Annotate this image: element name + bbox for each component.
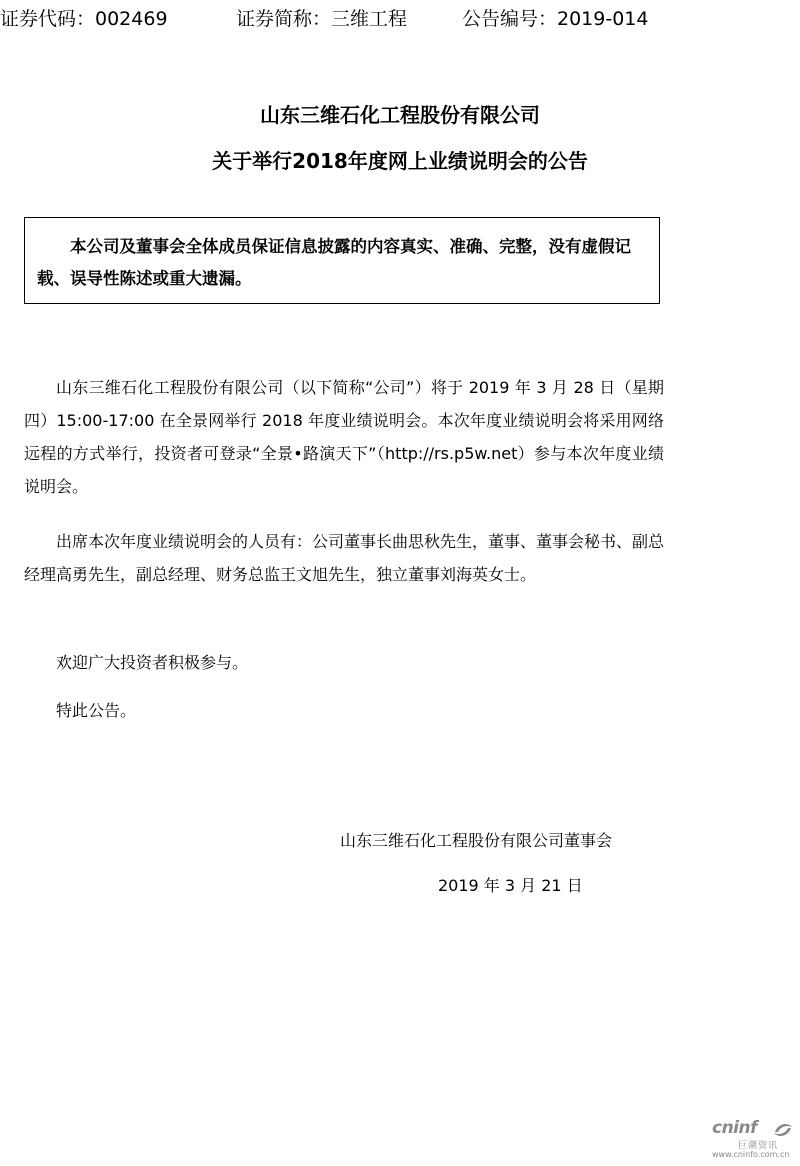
paragraph-closing: [24, 694, 664, 727]
paragraph-text: 欢迎广大投资者积极参与。: [56, 653, 249, 672]
paragraph-meeting-info: [24, 371, 664, 503]
paragraph-text: 特此公告。: [56, 701, 137, 720]
paragraph-text: 山东三维石化工程股份有限公司（以下简称“公司”）将于 2019 年 3 月 28 日（星期四）15:00-17:00 在全景网举行 2018 年度业绩说明会。本次年度业绩说明会将采用网络远程的方式举行，投资者可登录“全景•路演天下”（http://rs.p5w.net）参与本次年度业绩说明会。: [24, 378, 664, 496]
announcement-title: 关于举行2018年度网上业绩说明会的公告: [212, 149, 588, 173]
disclosure-notice-box: [24, 217, 660, 304]
stock-abbreviation: 证券简称：三维工程: [236, 8, 408, 30]
document-header: [0, 4, 800, 34]
stock-code: 证券代码：002469: [0, 8, 168, 30]
signature-date: 2019 年 3 月 21 日: [438, 876, 583, 895]
logo-brand-text: cninf: [712, 1118, 758, 1138]
cninfo-watermark-logo: [712, 1118, 794, 1162]
paragraph-attendees: [24, 525, 664, 591]
logo-url: www.cninfo.com.cn: [712, 1150, 790, 1159]
signature-organization: 山东三维石化工程股份有限公司董事会: [340, 831, 613, 850]
paragraph-welcome: [24, 646, 664, 679]
cninfo-swirl-icon: [772, 1120, 794, 1140]
announcement-number: 公告编号：2019-014: [462, 8, 649, 30]
disclosure-notice-text: 本公司及董事会全体成员保证信息披露的内容真实、准确、完整，没有虚假记载、误导性陈述或重大遗漏。: [37, 237, 631, 288]
logo-subtitle: 巨潮资讯: [738, 1141, 779, 1151]
paragraph-text: 出席本次年度业绩说明会的人员有：公司董事长曲思秋先生，董事、董事会秘书、副总经理高勇先生，副总经理、财务总监王文旭先生，独立董事刘海英女士。: [24, 532, 665, 584]
company-title: 山东三维石化工程股份有限公司: [260, 103, 540, 127]
